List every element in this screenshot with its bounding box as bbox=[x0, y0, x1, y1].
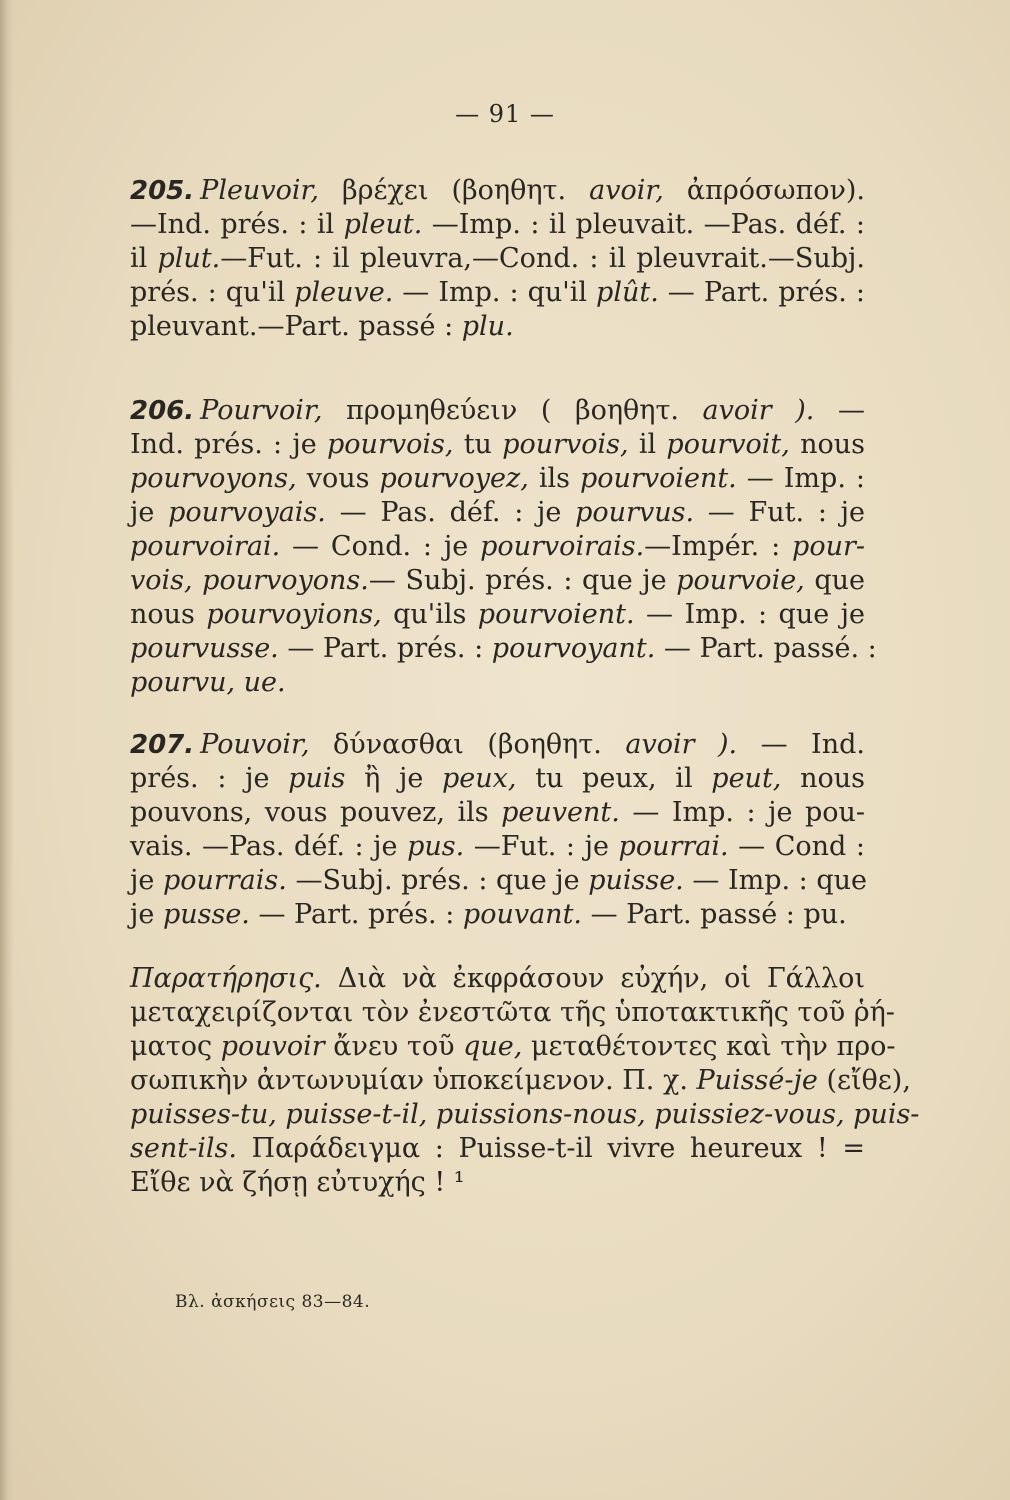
text-run: pourvoient. bbox=[477, 599, 635, 630]
text-run: ἀπρόσωπον). bbox=[663, 175, 865, 206]
text-run: tu bbox=[453, 429, 503, 460]
text-run: pouvoir bbox=[220, 1031, 325, 1062]
paragraph-207-line-2 bbox=[130, 762, 865, 796]
paragraph-207-line-4 bbox=[130, 830, 865, 864]
paragraph-206-number: 206. bbox=[130, 396, 195, 426]
text-run: pus. bbox=[407, 831, 465, 862]
text-run: ils bbox=[528, 463, 580, 494]
text-run: pourvoyant. bbox=[491, 633, 656, 664]
paragraph-206-line-1 bbox=[130, 394, 865, 428]
paragraph-206-line-7 bbox=[130, 598, 865, 632]
text-run: pourvoirai. bbox=[130, 531, 281, 562]
paragraph-205 bbox=[130, 174, 865, 344]
text-run: — Subj. prés. : que je bbox=[368, 565, 677, 596]
text-run: que, bbox=[463, 1031, 523, 1062]
footnote: Βλ. ἀσκήσεις 83—84. bbox=[175, 1292, 371, 1312]
paragraph-205-number: 205. bbox=[130, 176, 195, 206]
paragraph-206 bbox=[130, 394, 877, 700]
text-run: vous bbox=[296, 463, 380, 494]
paragraph-205-line-1 bbox=[130, 174, 865, 208]
text-run: βρέχει (βοηθητ. bbox=[319, 175, 590, 206]
text-run: — Pas. déf. : je bbox=[325, 497, 576, 528]
remark-line-1 bbox=[130, 962, 865, 996]
text-run: ματος bbox=[130, 1031, 221, 1062]
paragraph-206-line-9 bbox=[130, 666, 865, 700]
text-run: προμηθεύειν ( βοηθητ. bbox=[322, 395, 703, 426]
text-run: pleuve. bbox=[294, 277, 394, 308]
text-run: nous bbox=[130, 599, 207, 630]
text-run: pourvoyions, bbox=[206, 599, 382, 630]
paragraph-207-line-5 bbox=[130, 864, 865, 898]
text-run: pourvoyais. bbox=[168, 497, 326, 528]
paragraph-207-line-1 bbox=[130, 728, 865, 762]
text-run: pourvoyez, bbox=[379, 463, 529, 494]
remark-line-6 bbox=[130, 1132, 865, 1166]
text-run: pourvus. bbox=[575, 497, 695, 528]
text-run: — Cond : bbox=[728, 831, 865, 862]
text-run: pleut. bbox=[343, 209, 423, 240]
text-run: pourvois, bbox=[327, 429, 454, 460]
text-run: —Fut. : je bbox=[464, 831, 619, 862]
text-run: —Fut. : il pleuvra,—Cond. : il pleuvrait.—Subj. bbox=[220, 243, 865, 274]
text-run: puis bbox=[288, 763, 346, 794]
paragraph-207-line-3 bbox=[130, 796, 865, 830]
text-run: sent-ils. bbox=[130, 1133, 237, 1164]
text-run: σωπικὴν ἀντωνυμίαν ὑποκείμενον. Π. χ. bbox=[130, 1065, 697, 1096]
text-run: —Subj. prés. : que je bbox=[286, 865, 589, 896]
text-run: vais. —Pas. déf. : je bbox=[130, 831, 408, 862]
text-run: pourvoyons, bbox=[130, 463, 297, 494]
text-run: qu'ils bbox=[381, 599, 478, 630]
remark-paragraph bbox=[130, 962, 920, 1200]
page-binding-edge bbox=[0, 0, 14, 1500]
text-run: avoir ). bbox=[625, 729, 738, 760]
text-run: peut, bbox=[711, 763, 782, 794]
remark-line-7 bbox=[130, 1166, 865, 1200]
text-run: il bbox=[130, 243, 158, 274]
text-run: —Imp. : il pleuvait. —Pas. déf. : bbox=[422, 209, 865, 240]
remark-line-5 bbox=[130, 1098, 920, 1132]
text-run: (εἴθε), bbox=[817, 1065, 911, 1096]
text-run: pourvu, ue. bbox=[130, 667, 286, 698]
text-run: Pourvoir, bbox=[200, 395, 323, 426]
paragraph-206-line-3 bbox=[130, 462, 865, 496]
text-run: je bbox=[130, 497, 169, 528]
text-run: puisses-tu, puisse-t-il, puissions-nous, puissiez-vous, puis- bbox=[130, 1099, 920, 1130]
text-run: — Imp. : bbox=[736, 463, 866, 494]
text-run: —Impér. : bbox=[644, 531, 793, 562]
text-run: pouvons, vous pouvez, ils bbox=[130, 797, 502, 828]
remark-line-3 bbox=[130, 1030, 896, 1064]
text-run: —Ind. prés. : il bbox=[130, 209, 344, 240]
text-run: — Cond. : je bbox=[280, 531, 481, 562]
text-run: — Fut. : je bbox=[694, 497, 865, 528]
paragraph-207-line-6 bbox=[130, 898, 865, 932]
text-run: Παράδειγμα : Puisse-t-il vivre heureux ! = bbox=[236, 1133, 865, 1164]
text-run: pourrais. bbox=[162, 865, 287, 896]
text-run: avoir ). bbox=[702, 395, 815, 426]
text-run: nous bbox=[781, 763, 865, 794]
text-run: vois, pourvoyons. bbox=[130, 565, 369, 596]
text-run: — Imp. : que je bbox=[634, 599, 865, 630]
paragraph-206-line-8 bbox=[130, 632, 877, 666]
text-run: Διὰ νὰ ἐκφράσουν εὐχήν, οἱ Γάλλοι bbox=[321, 963, 865, 994]
paragraph-206-line-5 bbox=[130, 530, 865, 564]
text-run: plût. bbox=[596, 277, 659, 308]
text-run: δύνασθαι (βοηθητ. bbox=[309, 729, 626, 760]
text-run: pourrai. bbox=[618, 831, 729, 862]
text-run: peux, bbox=[442, 763, 517, 794]
paragraph-207 bbox=[130, 728, 865, 932]
text-run: pourvusse. bbox=[130, 633, 279, 664]
text-run: prés. : qu'il bbox=[130, 277, 295, 308]
text-run: Pouvoir, bbox=[200, 729, 310, 760]
text-run: — Imp. : qu'il bbox=[393, 277, 597, 308]
text-run: nous bbox=[789, 429, 865, 460]
page-number: — 91 — bbox=[455, 100, 555, 128]
text-run: il bbox=[628, 429, 667, 460]
text-run: pourvois, bbox=[502, 429, 629, 460]
paragraph-205-line-3 bbox=[130, 242, 865, 276]
text-run: Παρατήρησις. bbox=[130, 963, 322, 994]
paragraph-205-line-5 bbox=[130, 310, 865, 344]
text-run: pourvoit, bbox=[666, 429, 790, 460]
text-run: Ind. prés. : je bbox=[130, 429, 328, 460]
text-run: puisse. bbox=[588, 865, 684, 896]
text-run: pusse. bbox=[162, 899, 250, 930]
paragraph-206-line-2 bbox=[130, 428, 865, 462]
text-run: ἄνευ τοῦ bbox=[324, 1031, 464, 1062]
text-run: Pleuvoir, bbox=[200, 175, 319, 206]
text-run: — Ind. bbox=[737, 729, 865, 760]
paragraph-205-line-2 bbox=[130, 208, 865, 242]
paragraph-207-number: 207. bbox=[130, 730, 195, 760]
text-run: pouvant. bbox=[462, 899, 583, 930]
text-run: je bbox=[130, 899, 163, 930]
text-run: — Part. passé. : bbox=[655, 633, 877, 664]
text-run: μεταθέτοντες καὶ τὴν προ- bbox=[522, 1031, 896, 1062]
text-run: ἢ je bbox=[345, 763, 443, 794]
text-run: Puissé-je bbox=[696, 1065, 818, 1096]
text-run: plut. bbox=[157, 243, 221, 274]
text-run: prés. : je bbox=[130, 763, 289, 794]
text-run: tu peux, il bbox=[516, 763, 712, 794]
remark-line-2 bbox=[130, 996, 895, 1030]
text-run: pourvoie, bbox=[676, 565, 805, 596]
text-run: — Part. passé : pu. bbox=[582, 899, 847, 930]
text-run: je bbox=[130, 865, 163, 896]
text-run: peuvent. bbox=[501, 797, 620, 828]
paragraph-205-line-4 bbox=[130, 276, 865, 310]
text-run: — Part. prés. : bbox=[278, 633, 492, 664]
text-run: avoir, bbox=[589, 175, 664, 206]
text-run: plu. bbox=[461, 311, 514, 342]
text-run: pour- bbox=[792, 531, 865, 562]
text-run: μεταχειρίζονται τὸν ἐνεστῶτα τῆς ὑποτακτικῆς τοῦ ῥή- bbox=[130, 997, 895, 1028]
text-run: — Imp. : que bbox=[683, 865, 867, 896]
text-run: Εἴθε νὰ ζήσῃ εὐτυχής ! ¹ bbox=[130, 1167, 465, 1198]
paragraph-206-line-6 bbox=[130, 564, 865, 598]
text-run: — Imp. : je pou- bbox=[619, 797, 865, 828]
text-run: pourvoient. bbox=[579, 463, 737, 494]
text-run: — Part. prés. : bbox=[249, 899, 463, 930]
text-run: — bbox=[814, 395, 865, 426]
text-run: pourvoirais. bbox=[480, 531, 645, 562]
paragraph-206-line-4 bbox=[130, 496, 865, 530]
text-run: — Part. prés. : bbox=[658, 277, 865, 308]
text-run: que bbox=[804, 565, 866, 596]
text-run: pleuvant.—Part. passé : bbox=[130, 311, 462, 342]
remark-line-4 bbox=[130, 1064, 911, 1098]
